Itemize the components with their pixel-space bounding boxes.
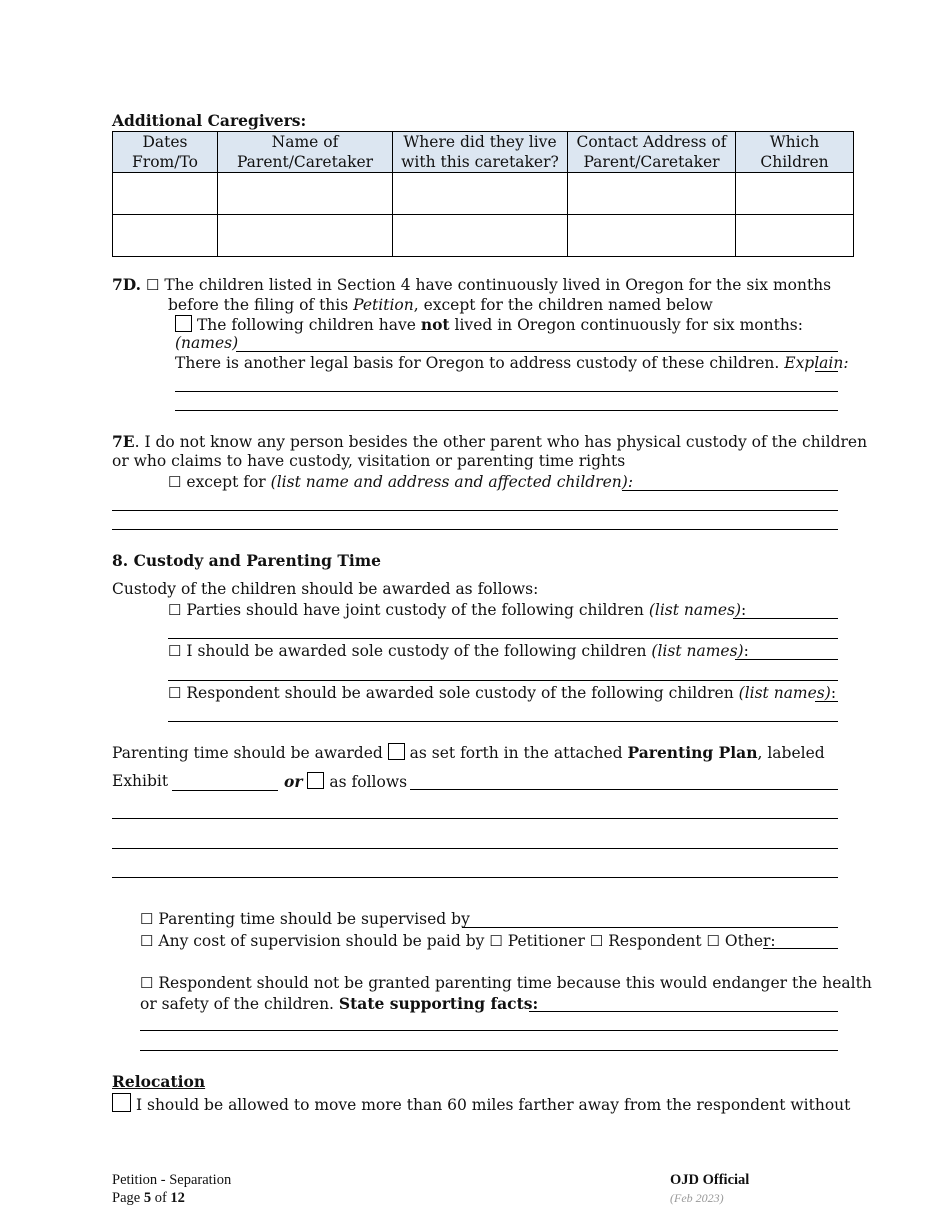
text: : xyxy=(830,684,837,702)
footer-page-number xyxy=(112,1190,185,1207)
checkbox-supervision-cost[interactable]: ☐ xyxy=(140,932,154,950)
text: (list names) xyxy=(648,601,742,619)
as-follows-line[interactable] xyxy=(112,877,838,878)
supervised-by-line[interactable] xyxy=(462,927,838,928)
text: : xyxy=(743,642,749,660)
text: Respondent should not be granted parenting time because this would endanger the health xyxy=(158,974,872,992)
text: as set forth in the attached xyxy=(404,744,628,762)
text: Any cost of supervision should be paid by xyxy=(158,932,490,950)
parenting-time-line1 xyxy=(112,743,825,762)
text: before the filing of this xyxy=(168,296,354,314)
text: The following children have xyxy=(196,316,421,334)
names-label: (names) xyxy=(175,334,239,352)
joint-custody-line[interactable] xyxy=(733,618,838,619)
section-7d-label: 7D. xyxy=(112,275,142,294)
checkbox-parenting-plan[interactable] xyxy=(388,743,405,760)
except-line[interactable] xyxy=(112,510,838,511)
text: Respondent xyxy=(608,932,702,950)
section-7d-line2 xyxy=(168,296,713,314)
checkbox-respondent[interactable]: ☐ xyxy=(589,932,604,950)
table-cell[interactable] xyxy=(218,173,393,215)
sole-custody-me-line[interactable] xyxy=(735,659,838,660)
text: Explain: xyxy=(784,354,849,372)
text: 5 xyxy=(143,1190,152,1206)
sole-custody-respondent-line[interactable] xyxy=(815,701,838,702)
checkbox-not-lived-in-oregon[interactable] xyxy=(175,315,192,332)
caregivers-table xyxy=(112,131,854,257)
text: of xyxy=(151,1190,171,1206)
checkbox-relocation[interactable] xyxy=(112,1093,131,1112)
exhibit-line[interactable] xyxy=(172,790,278,791)
other-line[interactable] xyxy=(763,948,838,949)
supporting-facts-line[interactable] xyxy=(529,1011,838,1012)
text: , labeled xyxy=(757,744,825,762)
checkbox-other[interactable]: ☐ xyxy=(706,932,720,950)
custody-option-sole-me xyxy=(168,642,749,660)
table-row xyxy=(113,173,854,215)
text: or xyxy=(284,772,303,791)
text: Parenting Plan xyxy=(627,743,758,762)
table-row xyxy=(113,215,854,257)
as-follows-line[interactable] xyxy=(410,789,838,790)
section-7e-except xyxy=(168,473,633,491)
text: (list names) xyxy=(738,684,831,702)
text: State supporting facts: xyxy=(338,994,539,1013)
sole-custody-respondent-line[interactable] xyxy=(168,721,838,722)
custody-option-joint xyxy=(168,601,746,619)
text: . I do not know any person besides the other parent who has physical custody of the children xyxy=(134,433,868,451)
column-header-where: Where did they live with this caretaker? xyxy=(393,132,568,173)
text: Parenting time should be supervised by xyxy=(158,910,470,928)
text: Page xyxy=(112,1190,144,1206)
checkbox-supervised[interactable]: ☐ xyxy=(140,910,154,928)
custody-intro: Custody of the children should be awarded as follows: xyxy=(112,580,539,598)
checkbox-7d[interactable]: ☐ xyxy=(146,276,160,294)
checkbox-joint-custody[interactable]: ☐ xyxy=(168,601,182,619)
table-cell[interactable] xyxy=(113,215,218,257)
footer-doc-title: Petition - Separation xyxy=(112,1172,232,1188)
table-header-row xyxy=(113,132,854,173)
section-7d-sub1 xyxy=(175,315,803,334)
table-cell[interactable] xyxy=(568,215,736,257)
footer-date: (Feb 2023) xyxy=(670,1191,724,1205)
names-line[interactable] xyxy=(236,351,838,352)
exhibit-label: Exhibit xyxy=(112,772,169,790)
column-header-dates: Dates From/To xyxy=(113,132,218,173)
text: Other: xyxy=(724,932,776,950)
text: , except for the children named below xyxy=(413,296,713,314)
text: not xyxy=(420,315,450,334)
as-follows-line[interactable] xyxy=(112,818,838,819)
table-cell[interactable] xyxy=(736,215,854,257)
relocation-heading: Relocation xyxy=(112,1072,206,1091)
text: Petitioner xyxy=(507,932,585,950)
text: I should be awarded sole custody of the following children xyxy=(186,642,652,660)
text: : xyxy=(741,601,747,619)
section-7e-label: 7E xyxy=(112,432,135,451)
other-legal-basis xyxy=(175,354,849,372)
parenting-time-line2 xyxy=(284,772,407,791)
supervised-by xyxy=(140,910,470,928)
explain-line[interactable] xyxy=(175,391,838,392)
column-header-contact: Contact Address of Parent/Caretaker xyxy=(568,132,736,173)
table-cell[interactable] xyxy=(113,173,218,215)
supporting-facts-line[interactable] xyxy=(140,1030,838,1031)
text: 12 xyxy=(170,1190,185,1206)
text: as follows xyxy=(324,773,408,791)
table-cell[interactable] xyxy=(568,173,736,215)
supporting-facts-line[interactable] xyxy=(140,1050,838,1051)
sole-custody-me-line[interactable] xyxy=(168,680,838,681)
supervision-cost xyxy=(140,932,776,950)
deny-parenting-time-line2 xyxy=(140,994,538,1013)
except-line[interactable] xyxy=(112,529,838,530)
checkbox-sole-custody-me[interactable]: ☐ xyxy=(168,642,182,660)
section-7e-line1 xyxy=(112,432,867,451)
text: except for xyxy=(186,473,271,491)
joint-custody-line[interactable] xyxy=(168,638,838,639)
table-cell[interactable] xyxy=(736,173,854,215)
section-7d-text-line1: The children listed in Section 4 have continuously lived in Oregon for the six months xyxy=(164,276,832,294)
custody-option-sole-respondent xyxy=(168,684,836,702)
checkbox-deny-parenting-time[interactable]: ☐ xyxy=(140,974,154,992)
table-cell[interactable] xyxy=(393,173,568,215)
text: lived in Oregon continuously for six months: xyxy=(449,316,803,334)
section-8-heading: 8. Custody and Parenting Time xyxy=(112,551,382,570)
section-7d xyxy=(112,275,831,294)
caregivers-heading: Additional Caregivers: xyxy=(112,111,307,130)
checkbox-as-follows[interactable] xyxy=(307,772,324,789)
section-7e-line2: or who claims to have custody, visitation or parenting time rights xyxy=(112,452,626,470)
checkbox-except-for[interactable]: ☐ xyxy=(168,473,182,491)
explain-line[interactable] xyxy=(815,371,838,372)
table-cell[interactable] xyxy=(218,215,393,257)
checkbox-petitioner[interactable]: ☐ xyxy=(489,932,503,950)
text: Respondent should be awarded sole custody of the following children xyxy=(186,684,739,702)
deny-parenting-time xyxy=(140,974,872,992)
text: There is another legal basis for Oregon to address custody of these children. xyxy=(175,354,785,372)
footer-official: OJD Official xyxy=(670,1172,750,1188)
as-follows-line[interactable] xyxy=(112,848,838,849)
text: or safety of the children. xyxy=(140,995,339,1013)
table-cell[interactable] xyxy=(393,215,568,257)
text: Parties should have joint custody of the following children xyxy=(186,601,649,619)
column-header-name: Name of Parent/Caretaker xyxy=(218,132,393,173)
column-header-children: Which Children xyxy=(736,132,854,173)
text: (list names) xyxy=(651,642,744,660)
text: Parenting time should be awarded xyxy=(112,744,388,762)
text: Petition xyxy=(353,296,414,314)
checkbox-sole-custody-respondent[interactable]: ☐ xyxy=(168,684,182,702)
relocation-line1 xyxy=(112,1093,850,1114)
explain-line[interactable] xyxy=(175,410,838,411)
text: I should be allowed to move more than 60 miles farther away from the respondent without xyxy=(135,1096,851,1114)
text: (list name and address and affected children): xyxy=(270,473,634,491)
except-line[interactable] xyxy=(622,490,838,491)
